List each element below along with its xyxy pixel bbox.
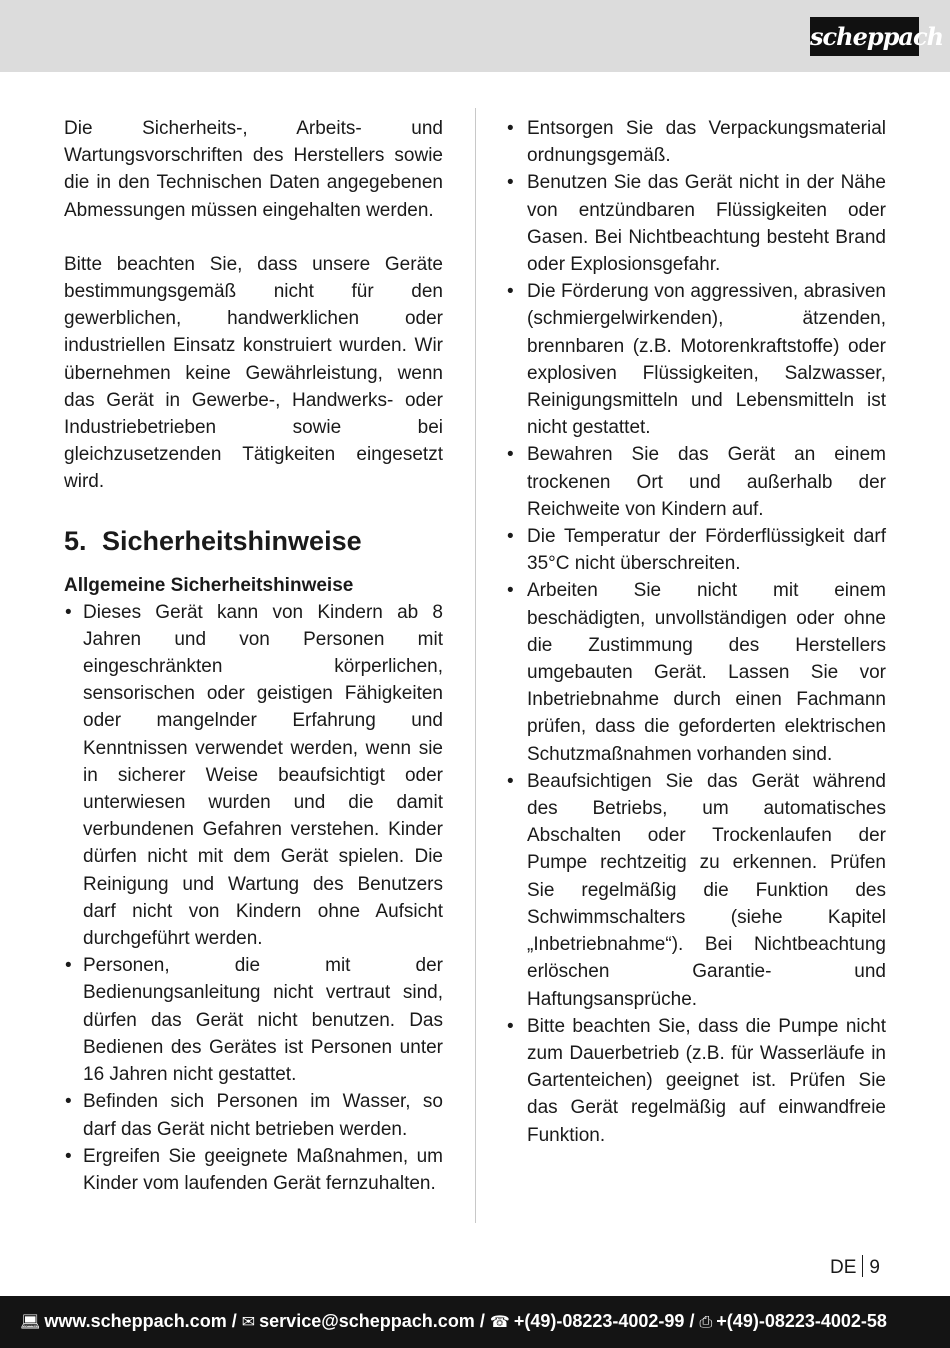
column-divider <box>475 108 476 1223</box>
phone-number: +(49)-08223-4002-99 <box>513 1311 685 1331</box>
list-item: • Ergreifen Sie geeignete Maßnahmen, um Kinder vom laufenden Gerät fernzuhalten. <box>64 1143 443 1197</box>
right-bullet-list <box>506 115 886 1149</box>
subheading: Allgemeine Sicherheitshinweise <box>64 574 354 596</box>
intro-paragraph-2: Bitte beachten Sie, dass unsere Geräte bestimmungsgemäß nicht für den gewerblichen, handwerklichen oder industriellen Einsatz konstruiert wurden. Wir übernehmen keine Gewährleistung, wenn das Gerät in Gewerbe-, Handwerks- oder Industriebetrieben sowie bei gleichzusetzenden Tätigkeiten eingesetzt wird. <box>64 253 443 493</box>
list-item: • Benutzen Sie das Gerät nicht in der Nähe von entzündbaren Flüssigkeiten oder Gasen. Bei Nichtbeachtung besteht Brand oder Explosionsgefahr. <box>506 169 886 278</box>
fax-number: +(49)-08223-4002-58 <box>716 1311 887 1331</box>
list-item: • Befinden sich Personen im Wasser, so darf das Gerät nicht betrieben werden. <box>64 1088 443 1142</box>
list-item: • Personen, die mit der Bedienungsanleitung nicht vertraut sind, dürfen das Gerät nicht benutzen. Das Bedienen des Gerätes ist Personen unter 16 Jahren nicht gestattet. <box>64 952 443 1088</box>
list-item: • Dieses Gerät kann von Kindern ab 8 Jahren und von Personen mit eingeschränkten körperlichen, sensorischen oder geistigen Fähigkeiten oder mangelnder Erfahrung und Kenntnissen verwendet werden, wenn sie in sicherer Weise beaufsichtigt oder unterwiesen wurden und die damit verbundenen Gefahren verstehen. Kinder dürfen nicht mit dem Gerät spielen. Die Reinigung und Wartung des Benutzers darf nicht von Kindern ohne Aufsicht durchgeführt werden. <box>64 599 443 953</box>
footer-separator: / <box>479 1311 485 1331</box>
fax-icon: ⎙ <box>699 1312 713 1331</box>
list-item: • Bitte beachten Sie, dass die Pumpe nicht zum Dauerbetrieb (z.B. für Wasserläufe in Gartenteichen) geeignet ist. Prüfen Sie das Gerät regelmäßig auf einwandfreie Funktion. <box>506 1013 886 1149</box>
section-heading <box>64 523 443 559</box>
intro-paragraph-1: Die Sicherheits-, Arbeits- und Wartungsvorschriften des Herstellers sowie die in den Technischen Daten angegebenen Abmessungen müssen eingehalten werden. <box>64 118 443 221</box>
website-link[interactable]: www.scheppach.com <box>44 1311 227 1331</box>
list-item: • Die Temperatur der Förderflüssigkeit darf 35°C nicht überschreiten. <box>506 523 886 577</box>
footer-contact-bar <box>0 1296 950 1348</box>
left-bullet-list <box>64 599 443 1197</box>
scheppach-logo: scheppach <box>810 17 919 56</box>
laptop-icon: 💻︎ <box>20 1312 41 1331</box>
page-language: DE <box>830 1257 857 1278</box>
list-item: • Bewahren Sie das Gerät an einem trockenen Ort und außerhalb der Reichweite von Kindern auf. <box>506 441 886 523</box>
footer-separator: / <box>231 1311 237 1331</box>
list-item: • Die Förderung von aggressiven, abrasiven (schmiergelwirkenden), ätzenden, brennbaren (z.B. Motorenkraftstoffe) oder explosiven Flüssigkeiten, Salzwasser, Reinigungsmitteln und Lebensmitteln ist nicht gestattet. <box>506 278 886 441</box>
envelope-icon: ✉︎ <box>241 1312 256 1331</box>
page-number <box>830 1255 880 1281</box>
list-item: • Beaufsichtigen Sie das Gerät während des Betriebs, um automatisches Abschalten oder Trockenlaufen der Pumpe rechtzeitig zu erkennen. Prüfen Sie regelmäßig die Funktion des Schwimmschalters (siehe Kapitel „Inbetriebnahme“). Bei Nichtbeachtung erlöschen Garantie- und Haftungsansprüche. <box>506 768 886 1013</box>
header-band <box>0 0 950 72</box>
page-number-separator <box>862 1255 863 1277</box>
email-link[interactable]: service@scheppach.com <box>259 1311 475 1331</box>
list-item: • Arbeiten Sie nicht mit einem beschädigten, unvollständigen oder ohne die Zustimmung des Herstellers umgebauten Gerät. Lassen Sie vor Inbetriebnahme durch einen Fachmann prüfen, dass die geforderten elektrischen Schutzmaßnahmen vorhanden sind. <box>506 577 886 767</box>
page-number-value: 9 <box>869 1257 880 1278</box>
section-number: 5. <box>64 525 87 556</box>
footer-separator: / <box>689 1311 695 1331</box>
list-item: • Entsorgen Sie das Verpackungsmaterial ordnungsgemäß. <box>506 115 886 169</box>
section-title: Sicherheitshinweise <box>102 525 362 556</box>
right-column <box>506 115 886 1149</box>
telephone-icon: ☎︎ <box>489 1312 510 1331</box>
left-column <box>64 115 443 1197</box>
